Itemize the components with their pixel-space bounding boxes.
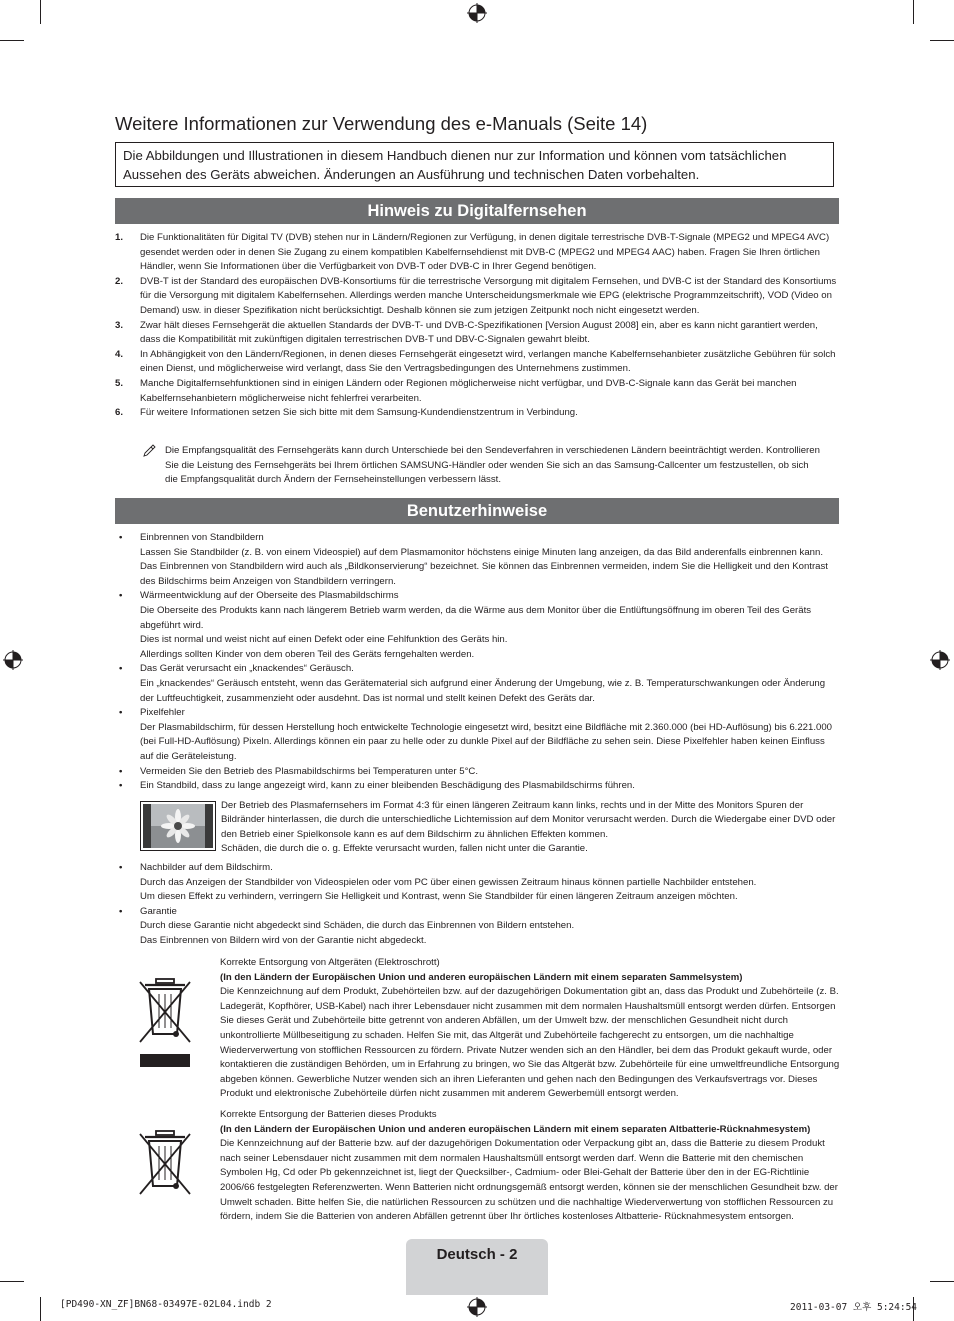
list-number: 1. <box>115 232 124 243</box>
bullet-icon: • <box>119 765 123 777</box>
list-item <box>115 275 839 319</box>
disclaimer-text: Die Abbildungen und Illustrationen in diesem Handbuch dienen nur zur Information und können vom tatsächlichen Aussehen des Geräts abweichen. Änderungen an Ausführung und technischen Daten vorbehalten. <box>123 148 787 182</box>
list-item <box>115 348 839 377</box>
page-title: Weitere Informationen zur Verwendung des e-Manuals (Seite 14) <box>115 113 648 134</box>
item-text: Der Plasmabildschirm, für dessen Herstellung hoch entwickelte Technologie eingesetzt wird, besitzt eine Bildfläche mit 2.360.000 (bei HD-Auflösung) bis 6.221.000 (bei Full-HD-Auflösung) Pixeln. Allerdings können ein paar zu helle oder zu dunkle Pixel auf der Bildfläche zu sehen sein. Diese Pixelfehler haben keinen Einfluss auf die Geräteleistung. <box>140 721 833 762</box>
registration-mark-icon <box>467 3 487 23</box>
item-heading: Ein Standbild, dass zu lange angezeigt wird, kann zu einer bleibenden Beschädigung des Plasmabildschirms führen. <box>140 780 635 792</box>
list-item <box>115 861 839 905</box>
crop-mark <box>930 1281 954 1282</box>
bullet-icon: • <box>119 707 123 719</box>
item-heading: Nachbilder auf dem Bildschirm. <box>140 862 273 874</box>
item-text: Durch diese Garantie nicht abgedeckt sind Schäden, die durch das Einbrennen von Bildern entstehen. <box>140 920 575 932</box>
list-item <box>115 905 839 949</box>
disposal-heading: Korrekte Entsorgung der Batterien dieses Produkts <box>220 1109 437 1120</box>
item-text: Allerdings sollten Kinder von dem oberen Teil des Geräts ferngehalten werden. <box>140 648 475 660</box>
crop-mark <box>0 40 24 41</box>
item-text: Dies ist normal und weist nicht auf einen Defekt oder eine Fehlfunktion des Geräts hin. <box>140 634 508 646</box>
disposal-text: Die Kennzeichnung auf dem Produkt, Zubehörteilen bzw. auf der dazugehörigen Dokumentation gibt an, dass das Produkt und Zubehörteile (z. B. Ladegerät, Kopfhörer, USB-Kabel) nach ihrer Lebensdauer nicht zusammen mit dem normalen Haushaltsmüll entsorgt werden dürfen. Entsorgen Sie dieses Gerät und Zubehörteile bitte getrennt von anderen Abfällen, um der Umwelt bzw. der menschlichen Gesundheit nicht durch unkontrollierte Müllbeseitigung zu schaden. Helfen Sie mit, das Altgerät und Zubehörteile fachgerecht zu entsorgen, um die nachhaltige Wiederverwertung von stofflichen Ressourcen zu fördern. Private Nutzer wenden sich an den Händler, bei dem das Produkt gekauft wurde, oder kontaktieren die zuständigen Behörden, um in Erfahrung zu bringen, wo Sie das Altgerät bzw. Zubehörteile für eine umweltfreundliche Entsorgung abgeben können. Gewerbliche Nutzer wenden sich an ihren Lieferanten und gehen nach den Bedingungen des Verkaufsvertrags vor. Dieses Produkt und elektronische Zubehörteile dürfen nicht zusammen mit anderem Gewerbemüll entsorgt werden. <box>220 986 840 1100</box>
disposal-batteries <box>220 1108 840 1225</box>
memo-note <box>142 444 822 488</box>
list-item <box>115 706 839 764</box>
disposal-subheading: (In den Ländern der Europäischen Union und anderen europäischen Ländern mit einem separaten Altbatterie-Rücknahmesystem) <box>220 1123 811 1135</box>
disclaimer-box <box>115 142 834 187</box>
item-heading: Einbrennen von Standbildern <box>140 532 264 543</box>
tv-flower-image <box>140 801 216 851</box>
list-item <box>115 319 839 348</box>
list-text: Für weitere Informationen setzen Sie sich bitte mit dem Samsung-Kundendienstzentrum in Verbindung. <box>140 407 578 419</box>
list-text: Zwar hält dieses Fernsehgerät die aktuellen Standards der DVB-T- und DVB-C-Spezifikationen [Version August 2008] ein, aber es kann nicht garantiert werden, dass die Kompatibilität mit zukünftigen digitalen terrestrischen DVB-T und DBV-C-Signalen gewahrt bleibt. <box>140 319 818 346</box>
item-text: Um diesen Effekt zu verhindern, verringern Sie Helligkeit und Kontrast, wenn Sie Standbilder für einen längeren Zeitraum anzeigen möchten. <box>140 891 738 903</box>
burn-in-example <box>140 799 839 857</box>
bullet-icon: • <box>119 532 123 543</box>
disposal-electronics <box>220 956 840 1102</box>
list-item <box>115 765 839 780</box>
item-heading: Vermeiden Sie den Betrieb des Plasmabildschirms bei Temperaturen unter 5°C. <box>140 765 479 777</box>
list-text: In Abhängigkeit von den Ländern/Regionen, in denen dieses Fernsehgerät eingesetzt wird, verlangen manche Kabelfernsehanbieter zusätzliche Gebühren für solch einen Dienst, und möglicherweise wird verlangt, dass Sie den Vertragsbedingungen des Unternehmens zustimmen. <box>140 348 836 375</box>
bullet-icon: • <box>119 862 123 874</box>
crossed-out-bin-icon <box>136 976 194 1070</box>
list-item <box>115 406 839 421</box>
item-heading: Pixelfehler <box>140 707 185 719</box>
registration-mark-icon <box>467 1297 487 1317</box>
list-item <box>115 377 839 406</box>
memo-text: Die Empfangsqualität des Fernsehgeräts kann durch Unterschiede bei den Sendeverfahren in verschiedenen Ländern beeinträchtigt werden. Kontrollieren Sie die Leistung des Fernsehgeräts bei Ihrem örtlichen SAMSUNG-Händler oder wenden Sie sich an das Samsung-Callcenter um festzustellen, ob sich die Empfangsqualität durch Ändern der Fernseheinstellungen verbessern lässt. <box>165 445 820 486</box>
page-number: Deutsch - 2 <box>436 1246 518 1263</box>
item-text: Durch das Anzeigen der Standbilder von Videospielen oder vom PC über einen gewissen Zeitraum hinaus können partielle Nachbilder entstehen. <box>140 876 757 888</box>
list-number: 4. <box>115 348 124 360</box>
crop-mark <box>913 0 914 24</box>
registration-mark-icon <box>3 650 23 670</box>
list-number: 3. <box>115 319 124 331</box>
disposal-text: Die Kennzeichnung auf der Batterie bzw. auf der dazugehörigen Dokumentation oder Verpackung gibt an, dass die Batterie zu diesem Produkt nach seiner Lebensdauer nicht zusammen mit dem normalen Haushaltsmüll entsorgt werden darf. Wenn die Batterie mit den chemischen Symbolen Hg, Cd oder Pb gekennzeichnet ist, liegt der Quecksilber-, Cadmium- oder Blei-Gehalt der Batterie über den in der EG-Richtlinie 2006/66 festgelegten Referenzwerten. Wenn Batterien nicht ordnungsgemäß entsorgt werden, können sie der menschlichen Gesundheit bzw. der Umwelt schaden. Bitte helfen Sie, die natürlichen Ressourcen zu schützen und die nachhaltige Wiederverwertung von stofflichen Ressourcen zu fördern, indem Sie die Batterien von anderen Abfällen getrennt über Ihr örtliches kostenloses Altbatterie- Rücknahmesystem entsorgen. <box>220 1138 838 1223</box>
list-number: 2. <box>115 275 124 287</box>
item-text: Der Betrieb des Plasmafernsehers im Format 4:3 für einen längeren Zeitraum kann links, rechts und in der Mitte des Monitors Spuren der Bildränder hinterlassen, die durch die unterschiedliche Lichtemission auf dem Monitor verursacht werden. Durch die Wiedergabe einer DVD oder den Betrieb einer Spielkonsole kann es auf dem Bildschirm zu ähnlichen Effekten kommen. <box>221 799 836 840</box>
item-text: Lassen Sie Standbilder (z. B. von einem Videospiel) auf dem Plasmamonitor höchstens einige Minuten lang anzeigen, da das Bild anderenfalls einbrennen kann. Das Einbrennen von Standbildern wird auch als „Bildkonservierung“ bezeichnet. Sie können das Einbrennen vermeiden, indem Sie die Helligkeit und den Kontrast des Bildschirms beim Anzeigen von Standbildern verringern. <box>140 546 828 587</box>
bullet-icon: • <box>119 780 123 792</box>
bullet-icon: • <box>119 590 123 602</box>
item-heading: Das Gerät verursacht ein „knackendes“ Geräusch. <box>140 663 354 675</box>
disposal-subheading: (In den Ländern der Europäischen Union und anderen europäischen Ländern mit einem separaten Sammelsystem) <box>220 971 743 983</box>
list-item <box>115 231 839 275</box>
disposal-heading: Korrekte Entsorgung von Altgeräten (Elektroschrott) <box>220 957 440 968</box>
section-heading-digital-tv: Hinweis zu Digitalfernsehen <box>115 198 839 224</box>
crop-mark <box>930 40 954 41</box>
item-heading: Garantie <box>140 905 177 917</box>
crossed-out-bin-icon <box>136 1128 194 1196</box>
list-text: DVB-T ist der Standard des europäischen DVB-Konsortiums für die terrestrische Versorgung mit digitalem Fernsehen, und DVB-C ist der Standard des Konsortiums für die Versorgung mit digitalem Kabelfernsehen. Allerdings werden manche Unterscheidungsmerkmale wie EPG (elektrische Programmzeitschrift), VOD (Video on Demand) usw. in dieser Spezifikation nicht berücksichtigt. Deshalb können sie zum jetzigen Zeitpunkt noch nicht eingesetzt werden. <box>140 275 837 316</box>
item-text: Das Einbrennen von Bildern wird von der Garantie nicht abgedeckt. <box>140 935 427 947</box>
list-number: 5. <box>115 377 124 389</box>
list-item <box>115 589 839 662</box>
digital-tv-list <box>115 231 839 421</box>
section-heading-user-notes: Benutzerhinweise <box>115 498 839 524</box>
page-number-tab <box>406 1239 548 1295</box>
registration-mark-icon <box>930 650 950 670</box>
bullet-icon: • <box>119 663 123 675</box>
item-heading: Wärmeentwicklung auf der Oberseite des Plasmabildschirms <box>140 590 399 602</box>
crop-mark <box>40 0 41 24</box>
list-item <box>115 779 839 794</box>
item-text: Ein „knackendes“ Geräusch entsteht, wenn das Gerätematerial sich aufgrund einer Änderung der Umgebung, wie z. B. Temperaturschwankungen oder Änderung der Luftfeuchtigkeit, zusammenzieht oder ausdehnt. Das ist normal und stellt keinen Defekt des Geräts dar. <box>140 677 826 704</box>
list-item <box>115 662 839 706</box>
crop-mark <box>0 1281 24 1282</box>
list-number: 6. <box>115 407 124 419</box>
item-text: Die Oberseite des Produkts kann nach längerem Betrieb warm werden, da die Wärme aus dem Monitor über die Entlüftungsöffnung im oberen Teil des Geräts abgeführt wird. <box>140 604 812 631</box>
list-text: Manche Digitalfernsehfunktionen sind in einigen Ländern oder Regionen möglicherweise nicht verfügbar, und DVB-C-Signale kann das Gerät bei manchen Kabelfernsehanbietern möglicherweise nicht fehlerfrei verarbeiten. <box>140 377 797 404</box>
footer-timestamp: 2011-03-07 오후 5:24:54 <box>790 1302 918 1313</box>
note-pencil-icon <box>142 444 165 488</box>
user-notes-list <box>115 531 839 949</box>
bullet-icon: • <box>119 905 123 917</box>
list-item <box>115 531 839 589</box>
list-text: Die Funktionalitäten für Digital TV (DVB) stehen nur in Ländern/Regionen zur Verfügung, in denen digitale terrestrische DVB-T-Signale (MPEG2 und MPEG4 AVC) gesendet werden oder in denen Sie Zugang zu einem kompatiblen Kabelfernsehdienst mit DVB-C (MPEG2 und MPEG4 AAC) haben. Fragen Sie Ihren örtlichen Händler, wenn Sie Informationen über die Verfügbarkeit von DVB-T oder DVB-C in Ihrer Gegend benötigen. <box>140 232 830 273</box>
crop-mark <box>40 1297 41 1321</box>
footer-file-name: [PD490-XN_ZF]BN68-03497E-02L04.indb 2 <box>60 1299 272 1310</box>
item-text: Schäden, die durch die o. g. Effekte verursacht wurden, fallen nicht unter die Garantie. <box>221 843 588 855</box>
